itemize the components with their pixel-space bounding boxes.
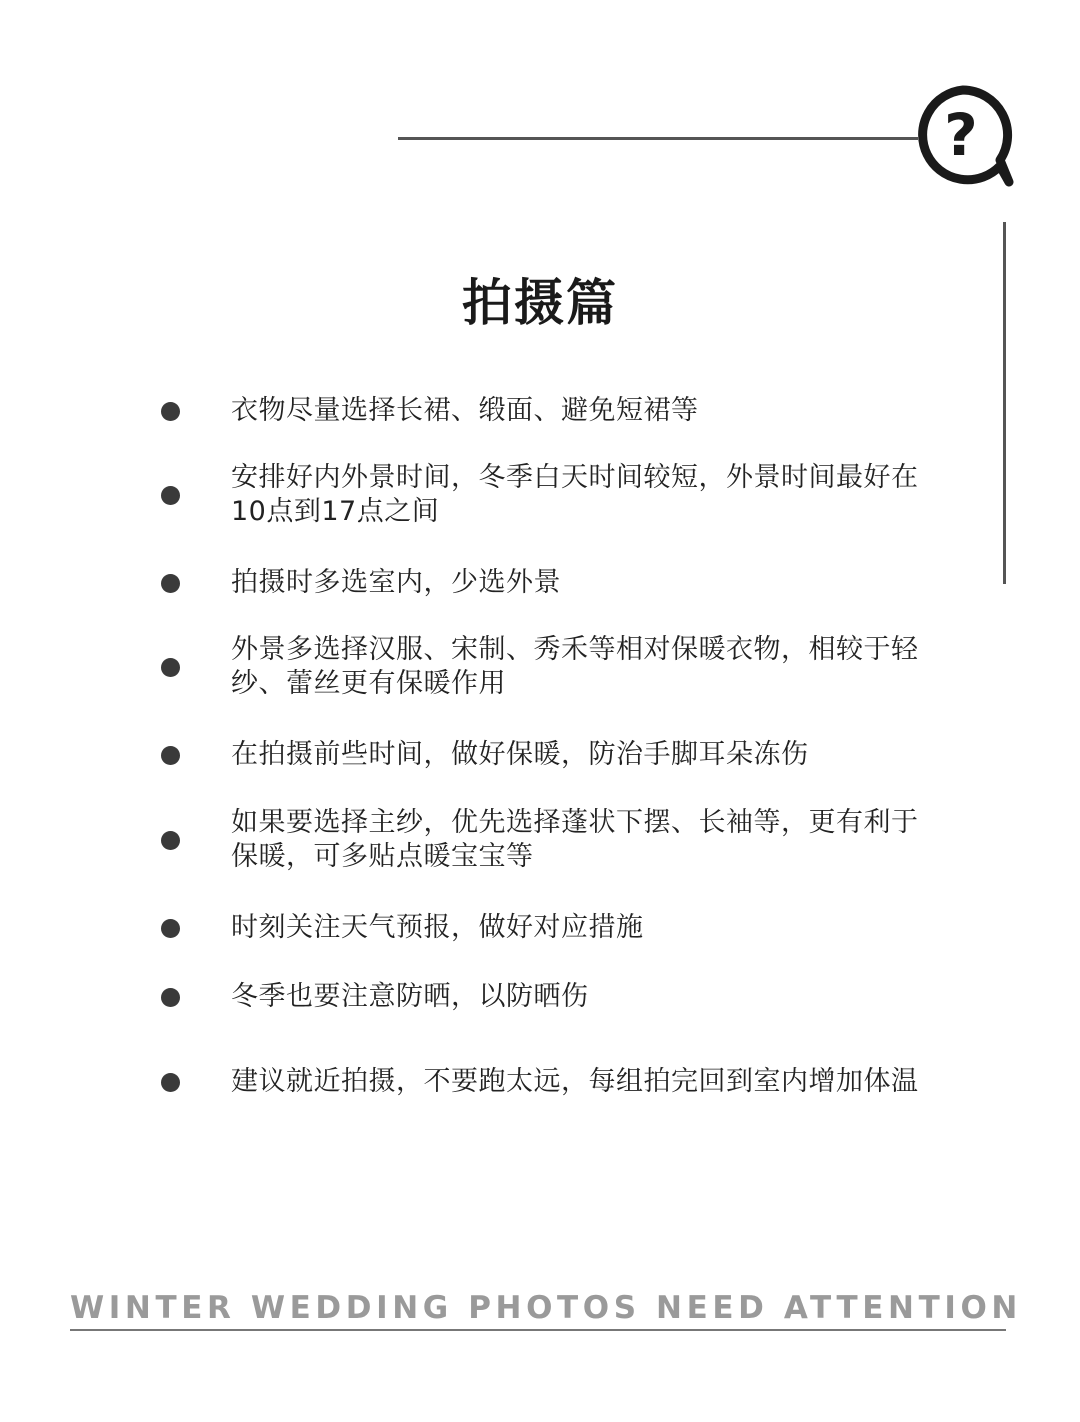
page-title: 拍摄篇 [462, 274, 618, 332]
bullet-dot-icon [161, 658, 180, 677]
list-item [0, 391, 1080, 431]
bullet-dot-icon [161, 746, 180, 765]
bullet-dot-icon [161, 831, 180, 850]
tip-text: 时刻关注天气预报，做好对应措施 [231, 912, 644, 943]
tip-text: 安排好内外景时间，冬季白天时间较短，外景时间最好在10点到17点之间 [231, 462, 919, 527]
tip-text: 建议就近拍摄，不要跑太远，每组拍完回到室内增加体温 [231, 1066, 919, 1097]
bullet-dot-icon [161, 402, 180, 421]
tip-text: 外景多选择汉服、宋制、秀禾等相对保暖衣物，相较于轻纱、蕾丝更有保暖作用 [231, 634, 919, 699]
list-item [0, 563, 1080, 603]
bullet-dot-icon [161, 486, 180, 505]
list-item [0, 908, 1080, 948]
list-item [0, 460, 1080, 530]
list-item [0, 1047, 1080, 1117]
bullet-dot-icon [161, 919, 180, 938]
bullet-dot-icon [161, 574, 180, 593]
list-item [0, 632, 1080, 702]
tip-text: 冬季也要注意防晒，以防晒伤 [231, 981, 589, 1012]
footer-divider [70, 1329, 1006, 1331]
tip-text: 拍摄时多选室内，少选外景 [231, 567, 561, 598]
list-item [0, 735, 1080, 775]
tip-text: 衣物尽量选择长裙、缎面、避免短裙等 [231, 395, 699, 426]
tip-text: 在拍摄前些时间，做好保暖，防治手脚耳朵冻伤 [231, 739, 809, 770]
svg-text:?: ? [944, 101, 978, 169]
footer-tagline: WINTER WEDDING PHOTOS NEED ATTENTION [70, 1290, 1022, 1326]
list-item [0, 977, 1080, 1017]
bullet-dot-icon [161, 988, 180, 1007]
tip-text: 如果要选择主纱，优先选择蓬状下摆、长袖等，更有利于保暖，可多贴点暖宝宝等 [231, 807, 919, 872]
list-item [0, 805, 1080, 875]
bullet-dot-icon [161, 1073, 180, 1092]
